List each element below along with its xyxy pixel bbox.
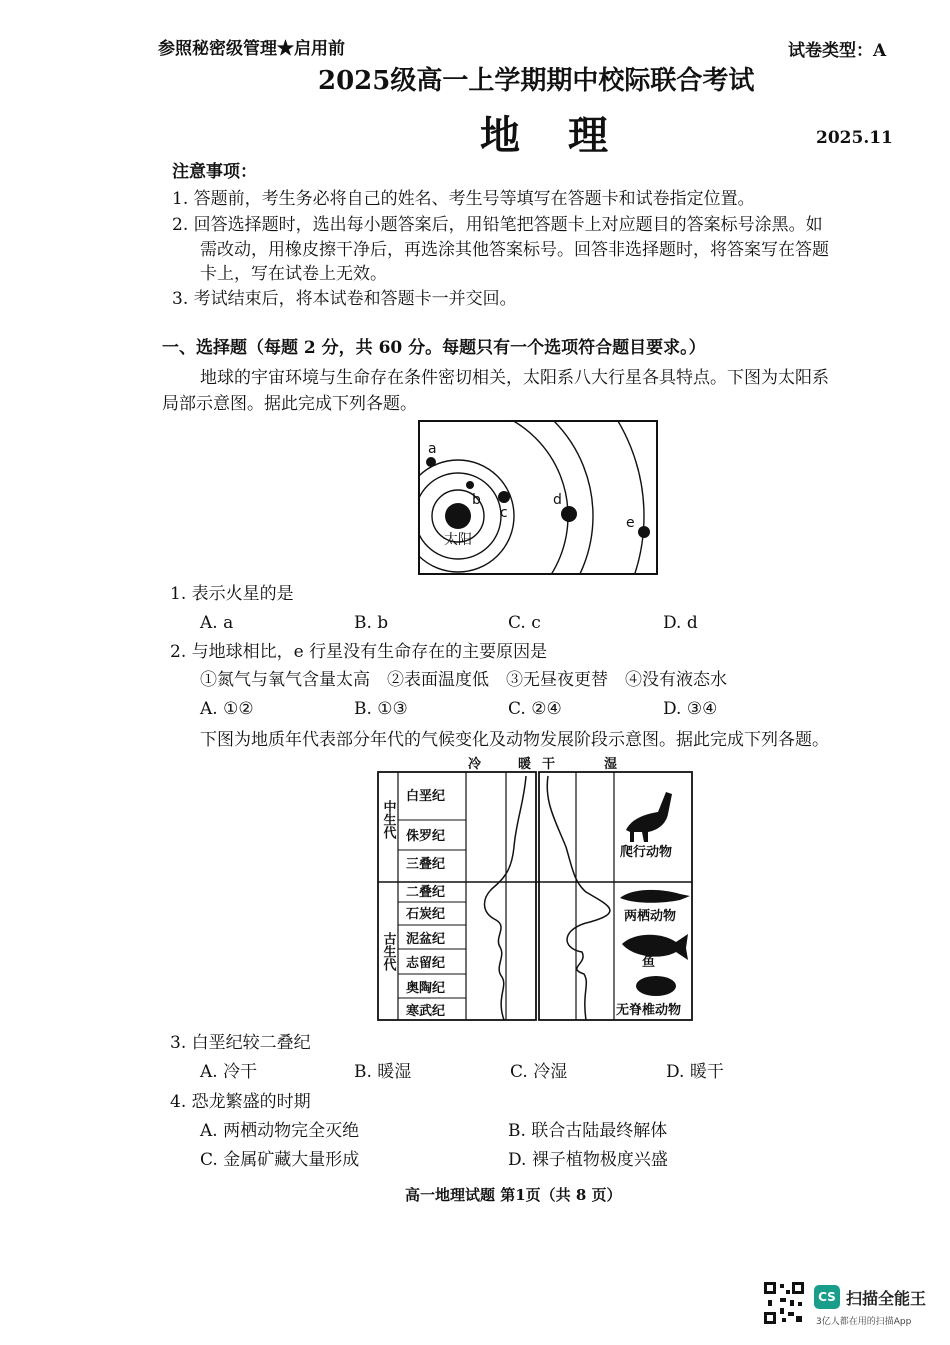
animal-invertebrate-label: 无脊椎动物 <box>616 1003 682 1018</box>
qr-code-icon <box>762 1280 806 1326</box>
notice-item: 需改动，用橡皮擦干净后，再选涂其他答案标号。回答非选择题时，将答案写在答题 <box>200 240 829 260</box>
period-label: 奥陶纪 <box>406 981 446 996</box>
option-d: D. 暖干 <box>666 1062 724 1082</box>
question-stem: 3. 白垩纪较二叠纪 <box>170 1033 311 1053</box>
question-stem: 4. 恐龙繁盛的时期 <box>170 1092 311 1112</box>
period-label: 侏罗纪 <box>406 829 446 844</box>
option-b: B. ①③ <box>354 699 408 719</box>
period-label: 志留纪 <box>406 956 446 971</box>
exam-date: 2025.11 <box>816 128 893 148</box>
scanner-slogan: 3亿人都在用的扫描App <box>816 1317 912 1327</box>
planet-d-label: d <box>553 492 562 508</box>
planet-c-marker <box>498 491 510 503</box>
section-heading: 一、选择题（每题 2 分，共 60 分。每题只有一个选项符合题目要求。） <box>162 338 706 358</box>
period-label: 寒武纪 <box>406 1004 446 1019</box>
planet-b-marker <box>466 481 474 489</box>
option-a: A. a <box>200 613 234 633</box>
label-cold: 冷 <box>468 757 482 772</box>
scanner-name: 扫描全能王 <box>846 1289 927 1308</box>
planet-d-marker <box>561 506 577 522</box>
notice-item: 1. 答题前，考生务必将自己的姓名、考生号等填写在答题卡和试卷指定位置。 <box>172 189 755 209</box>
sun-marker <box>445 503 471 529</box>
page-footer: 高一地理试题 第1页（共 8 页） <box>405 1186 622 1204</box>
option-b: B. 暖湿 <box>354 1062 412 1082</box>
option-b: B. b <box>354 613 389 633</box>
period-label: 二叠纪 <box>406 885 446 900</box>
option-a: A. ①② <box>200 699 254 719</box>
question-stem: 1. 表示火星的是 <box>170 584 294 604</box>
option-c: C. 冷湿 <box>510 1062 568 1082</box>
option-c: C. ②④ <box>508 699 562 719</box>
label-wet: 湿 <box>604 757 618 772</box>
option-d: D. ③④ <box>663 699 718 719</box>
trilobite-icon <box>636 976 676 996</box>
notice-item: 2. 回答选择题时，选出每小题答案后，用铅笔把答题卡上对应题目的答案标号涂黑。如 <box>172 215 823 235</box>
intro-text: 局部示意图。据此完成下列各题。 <box>162 394 417 414</box>
option-c: C. 金属矿藏大量形成 <box>200 1150 360 1170</box>
humidity-curve <box>547 776 610 1020</box>
dinosaur-icon <box>626 792 672 842</box>
period-label: 泥盆纪 <box>406 932 446 947</box>
period-label: 石炭纪 <box>406 907 446 922</box>
planet-a-marker <box>426 457 436 467</box>
scanner-logo-badge: CS <box>814 1285 840 1309</box>
animal-reptile-label: 爬行动物 <box>620 845 673 860</box>
notice-title: 注意事项： <box>172 162 257 182</box>
period-label: 三叠纪 <box>406 857 446 872</box>
question-choices: ①氮气与氧气含量太高 ②表面温度低 ③无昼夜更替 ④没有液态水 <box>200 670 727 690</box>
option-d: D. 裸子植物极度兴盛 <box>508 1150 668 1170</box>
subject-title: 地 理 <box>480 112 612 159</box>
option-d: D. d <box>663 613 698 633</box>
planet-b-label: b <box>472 492 481 508</box>
period-label: 白垩纪 <box>406 789 446 804</box>
option-a: A. 两栖动物完全灭绝 <box>200 1121 360 1141</box>
temperature-curve <box>485 776 527 1020</box>
intro-text: 下图为地质年代表部分年代的气候变化及动物发展阶段示意图。据此完成下列各题。 <box>200 730 829 750</box>
animal-amphibian-label: 两栖动物 <box>624 909 677 924</box>
animal-fish-label: 鱼 <box>642 955 656 970</box>
planet-e-label: e <box>626 515 635 531</box>
question-stem: 2. 与地球相比，e 行星没有生命存在的主要原因是 <box>170 642 548 662</box>
solar-system-figure <box>418 420 658 575</box>
planet-e-marker <box>638 526 650 538</box>
secrecy-label: 参照秘密级管理★启用前 <box>158 39 345 59</box>
option-a: A. 冷干 <box>200 1062 258 1082</box>
amphibian-icon <box>620 890 690 903</box>
sun-label: 太阳 <box>444 532 472 548</box>
exam-title: 2025级高一上学期期中校际联合考试 <box>318 66 755 96</box>
geologic-time-figure <box>376 752 696 1022</box>
paper-type-label: 试卷类型：A <box>788 41 887 61</box>
option-c: C. c <box>508 613 541 633</box>
orbit <box>418 420 644 575</box>
notice-item: 3. 考试结束后，将本试卷和答题卡一并交回。 <box>172 289 517 309</box>
era-paleozoic: 古生代 <box>380 932 396 971</box>
era-mesozoic: 中生代 <box>380 800 396 839</box>
intro-text: 地球的宇宙环境与生命存在条件密切相关，太阳系八大行星各具特点。下图为太阳系 <box>200 368 829 388</box>
planet-a-label: a <box>428 441 437 457</box>
planet-c-label: c <box>500 505 508 521</box>
label-warm: 暖 <box>518 757 532 772</box>
notice-item: 卡上，写在试卷上无效。 <box>200 264 387 284</box>
option-b: B. 联合古陆最终解体 <box>508 1121 668 1141</box>
label-dry: 干 <box>542 757 556 772</box>
